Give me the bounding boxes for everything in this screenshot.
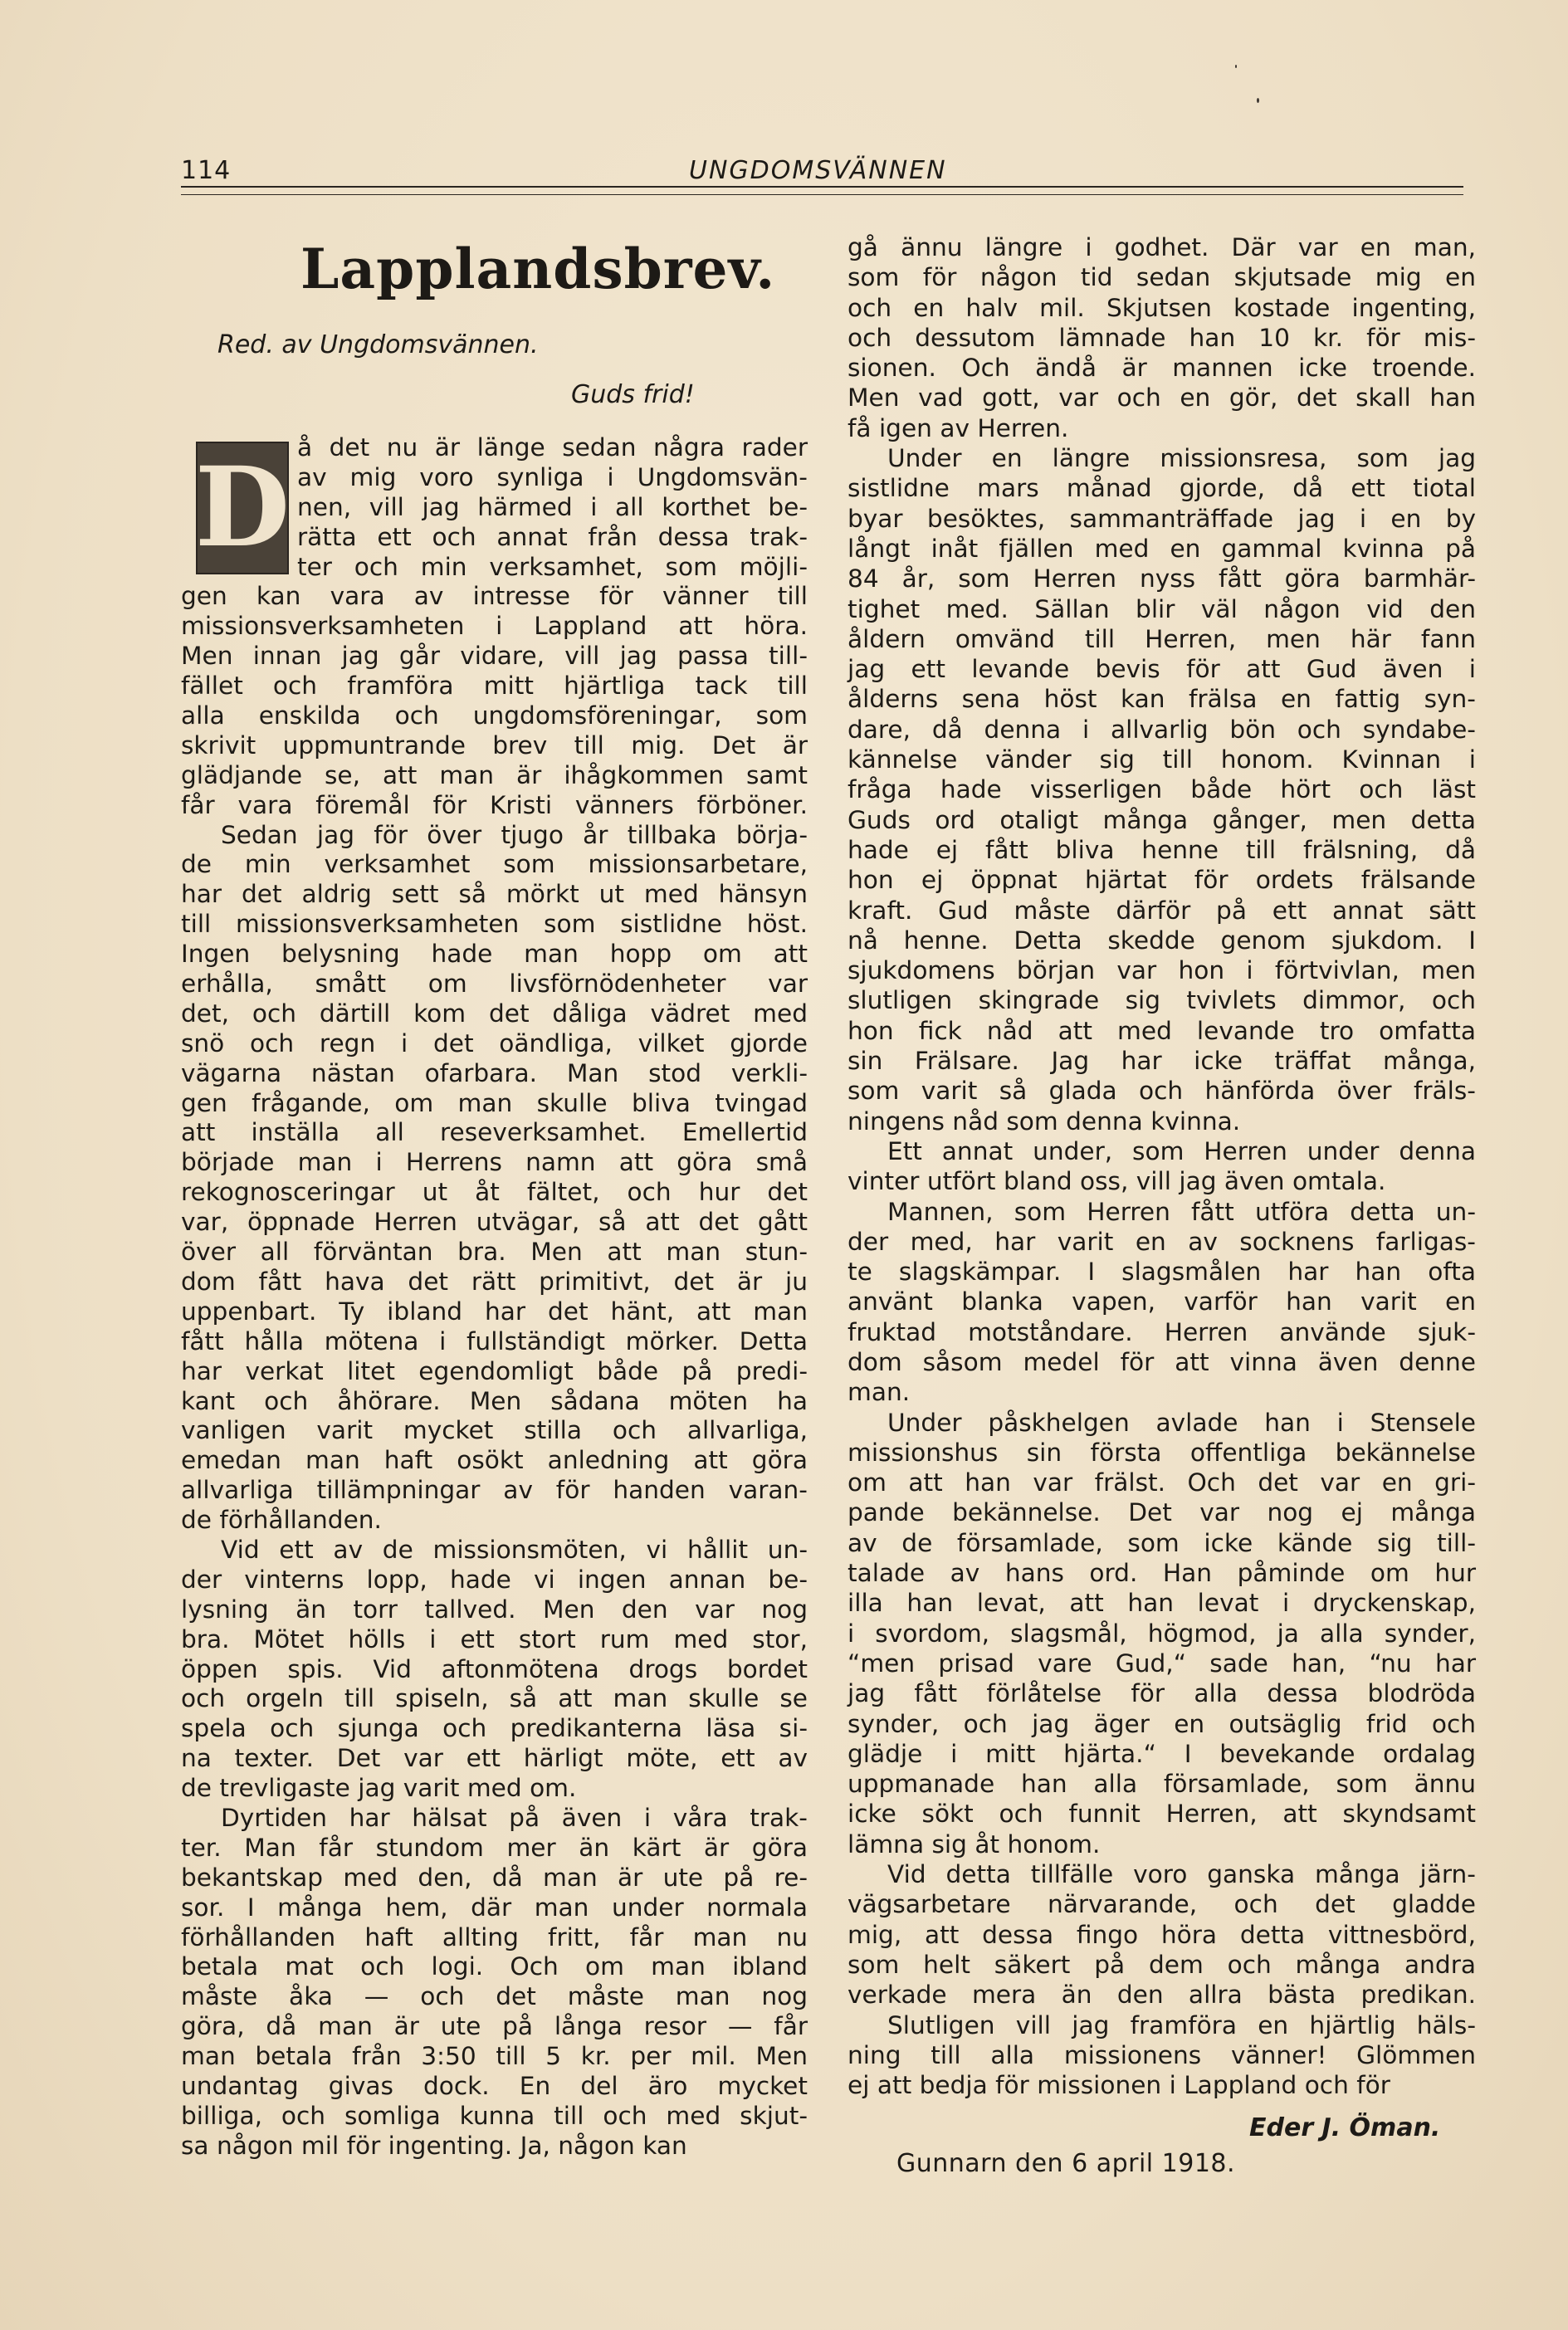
- text-line: det, och därtill kom det dåliga vädret med: [181, 999, 808, 1028]
- text-line: vanligen varit mycket stilla och allvarliga,: [181, 1416, 808, 1445]
- text-line: Ett annat under, som Herren under denna: [887, 1136, 1476, 1165]
- text-line: ter och min verksamhet, som möjli-: [297, 552, 808, 581]
- text-line: som för någon tid sedan skjutsade mig en: [848, 263, 1476, 292]
- text-line: de förhållanden.: [181, 1506, 382, 1535]
- text-line: använt blanka vapen, varför han varit en: [848, 1287, 1476, 1316]
- paper-speck: [1257, 98, 1259, 103]
- left-column: [181, 433, 808, 2161]
- text-line: ter. Man får stundom mer än kärt är göra: [181, 1833, 808, 1862]
- text-line: talade av hans ord. Han påminde om hur: [848, 1559, 1476, 1588]
- text-line: å det nu är länge sedan några rader: [297, 433, 808, 462]
- text-line: ning till alla missionens vänner! Glömmen: [848, 2040, 1476, 2069]
- text-line: fråga hade visserligen både hört och läst: [848, 775, 1476, 804]
- text-line: 84 år, som Herren nyss fått göra barmhär-: [848, 564, 1476, 593]
- text-line: och en halv mil. Skjutsen kostade ingenting,: [848, 293, 1476, 322]
- text-line: der vinterns lopp, hade vi ingen annan be-: [181, 1565, 808, 1594]
- text-line: i svordom, slagsmål, högmod, ja alla synder,: [848, 1619, 1476, 1648]
- page-number: 114: [181, 156, 232, 185]
- text-line: Slutligen vill jag framföra en hjärtlig häls-: [887, 2010, 1476, 2039]
- text-line: förhållanden haft allting fritt, får man nu: [181, 1922, 808, 1951]
- text-line: “men prisad vare Gud,“ sade han, “nu har: [848, 1649, 1476, 1678]
- text-line: emedan man haft osökt anledning att göra: [181, 1446, 808, 1475]
- text-line: de trevligaste jag varit med om.: [181, 1774, 577, 1803]
- text-line: dom såsom medel för att vinna även denne: [848, 1347, 1476, 1376]
- text-line: bekantskap med den, då man är ute på re-: [181, 1863, 808, 1892]
- text-line: Ingen belysning hade man hopp om att: [181, 940, 808, 969]
- text-line: snö och regn i det oändliga, vilket gjorde: [181, 1028, 808, 1058]
- text-line: dom fått hava det rätt primitivt, det är ju: [181, 1267, 808, 1296]
- text-line: alla enskilda och ungdomsföreningar, som: [181, 701, 808, 730]
- text-line: betala mat och logi. Och om man ibland: [181, 1952, 808, 1981]
- text-line: hade ej fått bliva henne till frälsning, då: [848, 835, 1476, 864]
- text-line: gå ännu längre i godhet. Där var en man,: [848, 233, 1476, 261]
- text-line: jag fått förlåtelse för alla dessa blodröda: [848, 1679, 1476, 1708]
- text-line: om att han var frälst. Och det var en gri-: [848, 1468, 1476, 1497]
- text-line: vinter utfört bland oss, vill jag även omtala.: [848, 1167, 1386, 1196]
- text-line: får vara föremål för Kristi vänners förböner.: [181, 790, 808, 819]
- text-line: ningens nåd som denna kvinna.: [848, 1106, 1241, 1136]
- text-line: bra. Mötet hölls i ett stort rum med stor,: [181, 1624, 808, 1653]
- text-line: sjukdomens början var hon i förtvivlan, men: [848, 956, 1476, 985]
- text-line: har verkat litet egendomligt både på predi-: [181, 1356, 808, 1385]
- editor-line: Red. av Ungdomsvännen.: [217, 330, 539, 359]
- text-line: man.: [848, 1378, 911, 1407]
- text-line: sistlidne mars månad gjorde, då ett tiotal: [848, 474, 1476, 503]
- text-line: till missionsverksamheten som sistlidne höst.: [181, 910, 808, 939]
- text-line: gen frågande, om man skulle bliva tvingad: [181, 1088, 808, 1117]
- header-rule-thin: [181, 194, 1463, 195]
- text-line: måste åka — och det måste man nog: [181, 1982, 808, 2011]
- text-line: glädjande se, att man är ihågkommen samt: [181, 760, 808, 789]
- text-line: av de församlade, som icke kände sig till-: [848, 1528, 1476, 1557]
- text-line: Vid detta tillfälle voro ganska många järn-: [887, 1860, 1476, 1889]
- text-line: te slagskämpar. I slagsmålen har han ofta: [848, 1258, 1476, 1287]
- text-line: ålderns sena höst kan frälsa en fattig syn-: [848, 685, 1476, 714]
- drop-cap-letter: D: [194, 443, 291, 572]
- text-line: kraft. Gud måste därför på ett annat sätt: [848, 896, 1476, 925]
- signature: Eder J. Öman.: [1249, 2113, 1441, 2142]
- text-line: Dyrtiden har hälsat på även i våra trak-: [221, 1803, 808, 1832]
- text-line: illa han levat, att han levat i dryckenskap,: [848, 1589, 1476, 1618]
- text-line: vägsarbetare närvarande, och det gladde: [848, 1890, 1476, 1919]
- text-line: sionen. Och ändå är mannen icke troende.: [848, 354, 1476, 383]
- text-line: vägarna nästan ofarbara. Man stod verkli-: [181, 1058, 808, 1087]
- greeting: Guds frid!: [571, 380, 695, 409]
- text-line: Under en längre missionsresa, som jag: [887, 444, 1476, 473]
- text-line: nen, vill jag härmed i all korthet be-: [297, 492, 808, 521]
- text-line: Men vad gott, var och en gör, det skall han: [848, 383, 1476, 413]
- text-line: allvarliga tillämpningar av för handen varan-: [181, 1476, 808, 1505]
- text-line: synder, och jag äger en outsäglig frid och: [848, 1709, 1476, 1738]
- text-line: billiga, och somliga kunna till och med skjut-: [181, 2101, 808, 2130]
- header-rule: [181, 186, 1463, 188]
- text-line: spela och sjunga och predikanterna läsa si-: [181, 1714, 808, 1743]
- text-line: pande bekännelse. Det var nog ej många: [848, 1498, 1476, 1527]
- paper-speck: [1235, 65, 1237, 68]
- text-line: rekognosceringar ut åt fältet, och hur det: [181, 1178, 808, 1207]
- text-line: hon ej öppnat hjärtat för ordets frälsande: [848, 866, 1476, 895]
- text-line: na texter. Det var ett härligt möte, ett av: [181, 1744, 808, 1773]
- text-line: som helt säkert på dem och många andra: [848, 1950, 1476, 1979]
- dateline: Gunnarn den 6 april 1918.: [896, 2149, 1236, 2178]
- text-line: var, öppnade Herren utvägar, så att det gått: [181, 1208, 808, 1237]
- text-line: öppen spis. Vid aftonmötena drogs bordet: [181, 1654, 808, 1683]
- text-line: Men innan jag går vidare, vill jag passa till-: [181, 642, 808, 671]
- text-line: uppenbart. Ty ibland har det hänt, att man: [181, 1297, 808, 1326]
- text-line: nå henne. Detta skedde genom sjukdom. I: [848, 926, 1476, 955]
- text-line: Vid ett av de missionsmöten, vi hållit un-: [221, 1535, 808, 1564]
- text-line: dare, då denna i allvarlig bön och syndabe-: [848, 715, 1476, 744]
- text-line: lysning än torr tallved. Men den var nog: [181, 1595, 808, 1624]
- text-line: ej att bedja för missionen i Lappland och för: [848, 2071, 1390, 2100]
- text-line: har det aldrig sett så mörkt ut med hänsyn: [181, 880, 808, 909]
- text-line: jag ett levande bevis för att Gud även i: [848, 655, 1476, 684]
- text-line: slutligen skingrade sig tvivlets dimmor, och: [848, 986, 1476, 1015]
- text-line: Mannen, som Herren fått utföra detta un-: [887, 1197, 1476, 1226]
- text-line: Under påskhelgen avlade han i Stensele: [887, 1408, 1476, 1437]
- text-line: hon fick nåd att med levande tro omfatta: [848, 1016, 1476, 1045]
- text-line: glädje i mitt hjärta.“ I bevekande ordalag: [848, 1739, 1476, 1768]
- text-line: erhålla, smått om livsförnödenheter var: [181, 970, 808, 999]
- text-line: och orgeln till spiseln, så att man skulle se: [181, 1684, 808, 1713]
- text-line: fället och framföra mitt hjärtliga tack till: [181, 672, 808, 701]
- right-column: [848, 232, 1476, 2100]
- text-line: kännelse vänder sig till honom. Kvinnan i: [848, 745, 1476, 774]
- text-line: tighet med. Sällan blir väl någon vid den: [848, 594, 1476, 623]
- text-line: få igen av Herren.: [848, 413, 1069, 442]
- text-line: mig, att dessa fingo höra detta vittnesbörd,: [848, 1920, 1476, 1949]
- text-line: de min verksamhet som missionsarbetare,: [181, 850, 808, 879]
- text-line: åldern omvänd till Herren, men här fann: [848, 624, 1476, 653]
- text-line: göra, då man är ute på långa resor — får: [181, 2012, 808, 2041]
- text-line: undantag givas dock. En del äro mycket: [181, 2071, 808, 2100]
- text-line: och dessutom lämnade han 10 kr. för mis-: [848, 323, 1476, 352]
- text-line: började man i Herrens namn att göra små: [181, 1148, 808, 1177]
- text-line: uppmanade han alla församlade, som ännu: [848, 1770, 1476, 1799]
- text-line: fått hålla mötena i fullständigt mörker. Detta: [181, 1326, 808, 1356]
- text-line: över all förväntan bra. Men att man stun-: [181, 1238, 808, 1267]
- text-line: Sedan jag för över tjugo år tillbaka börja-: [221, 820, 808, 849]
- text-line: verkade mera än den allra bästa predikan.: [848, 1981, 1476, 2010]
- text-line: skrivit uppmuntrande brev till mig. Det är: [181, 730, 808, 760]
- text-line: der med, har varit en av socknens farligas-: [848, 1227, 1476, 1256]
- text-line: sor. I många hem, där man under normala: [181, 1893, 808, 1922]
- text-line: missionshus sin första offentliga bekännelse: [848, 1438, 1476, 1467]
- text-line: icke sökt och funnit Herren, att skyndsamt: [848, 1800, 1476, 1829]
- text-line: som varit så glada och hänförda över fräls-: [848, 1077, 1476, 1106]
- text-line: fruktad motståndare. Herren använde sjuk-: [848, 1317, 1476, 1346]
- text-line: sa någon mil för ingenting. Ja, någon kan: [181, 2131, 687, 2160]
- text-line: sin Frälsare. Jag har icke träffat många,: [848, 1047, 1476, 1076]
- text-line: av mig voro synliga i Ungdomsvän-: [297, 462, 808, 491]
- page-header: [181, 156, 1463, 189]
- article-title: Lapplandsbrev.: [300, 237, 776, 301]
- text-line: man betala från 3:50 till 5 kr. per mil. Men: [181, 2042, 808, 2071]
- text-line: gen kan vara av intresse för vänner till: [181, 582, 808, 611]
- text-line: att inställa all reseverksamhet. Emellertid: [181, 1118, 808, 1147]
- text-line: missionsverksamheten i Lappland att höra.: [181, 612, 808, 641]
- text-line: långt inåt fjällen med en gammal kvinna på: [848, 534, 1476, 563]
- running-head: UNGDOMSVÄNNEN: [689, 156, 947, 185]
- text-line: kant och åhörare. Men sådana möten ha: [181, 1386, 808, 1415]
- text-line: lämna sig åt honom.: [848, 1829, 1101, 1859]
- text-line: Guds ord otaligt många gånger, men detta: [848, 805, 1476, 834]
- text-line: byar besöktes, sammanträffade jag i en by: [848, 504, 1476, 533]
- text-line: rätta ett och annat från dessa trak-: [297, 522, 808, 551]
